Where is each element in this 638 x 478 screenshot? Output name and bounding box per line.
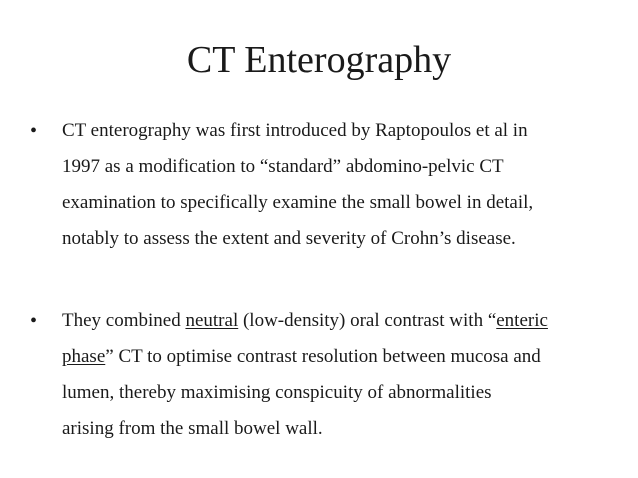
slide-title: CT Enterography — [186, 39, 452, 81]
bullet-2-line-2 — [62, 339, 541, 375]
bullet-icon: • — [30, 310, 38, 332]
bullet-2-line-1 — [62, 303, 548, 339]
bullet-2-line-1-text-b: (low-density) oral contrast with “ — [238, 310, 497, 331]
bullet-1-line-1: CT enterography was first introduced by Raptopoulos et al in — [62, 120, 528, 141]
bullet-1-line-2: 1997 as a modification to “standard” abdomino-pelvic CT — [62, 156, 504, 177]
underlined-term-phase: phase — [62, 346, 106, 367]
bullet-icon: • — [30, 120, 38, 142]
bullet-1-line-4: notably to assess the extent and severity of Crohn’s disease. — [62, 228, 516, 249]
underlined-term-neutral: neutral — [185, 310, 239, 331]
bullet-2-line-4: arising from the small bowel wall. — [62, 418, 323, 439]
bullet-2-line-3: lumen, thereby maximising conspicuity of abnormalities — [62, 382, 492, 403]
bullet-2-line-1-text-a: They combined — [62, 310, 186, 331]
bullet-1-line-3: examination to specifically examine the small bowel in detail, — [62, 192, 534, 213]
bullet-2-line-2-text: ” CT to optimise contrast resolution between mucosa and — [105, 346, 541, 367]
underlined-term-enteric: enteric — [496, 310, 548, 331]
